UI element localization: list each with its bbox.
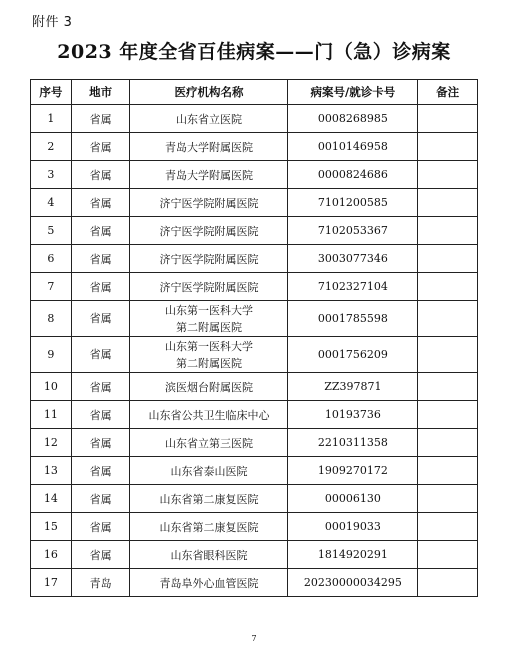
cell-serial: 16 <box>31 541 72 569</box>
table-row <box>31 569 478 597</box>
cell-remarks <box>418 189 478 217</box>
cell-remarks <box>418 245 478 273</box>
institution-name-line: 山东省公共卫生临床中心 <box>148 408 270 422</box>
cell-institution <box>130 273 288 301</box>
cell-serial: 6 <box>31 245 72 273</box>
cell-institution <box>130 401 288 429</box>
institution-name-line: 青岛阜外心血管医院 <box>159 576 259 590</box>
cell-remarks <box>418 513 478 541</box>
cell-serial: 3 <box>31 161 72 189</box>
cell-remarks <box>418 401 478 429</box>
cell-record-number: 7102327104 <box>288 273 418 301</box>
table-row <box>31 273 478 301</box>
cell-serial: 9 <box>31 337 72 373</box>
cell-city: 省属 <box>71 161 130 189</box>
cell-remarks <box>418 457 478 485</box>
cell-remarks <box>418 373 478 401</box>
document-title: 2023 年度全省百佳病案——门（急）诊病案 <box>57 41 451 63</box>
cell-city: 省属 <box>71 217 130 245</box>
cell-serial: 12 <box>31 429 72 457</box>
institution-name-line: 山东省立第三医院 <box>164 436 253 450</box>
institution-name-line: 济宁医学院附属医院 <box>159 280 259 294</box>
cell-record-number: 00019033 <box>288 513 418 541</box>
cell-record-number: 0008268985 <box>288 105 418 133</box>
cell-record-number: 10193736 <box>288 401 418 429</box>
header-institution: 医疗机构名称 <box>130 80 288 105</box>
cell-city: 省属 <box>71 373 130 401</box>
cell-institution <box>130 569 288 597</box>
cell-remarks <box>418 161 478 189</box>
table-header-row <box>31 80 478 105</box>
cell-city: 省属 <box>71 189 130 217</box>
institution-name-line: 济宁医学院附属医院 <box>159 224 259 238</box>
table-row <box>31 485 478 513</box>
cell-record-number: 0001785598 <box>288 301 418 337</box>
table-row <box>31 401 478 429</box>
cell-record-number: 1909270172 <box>288 457 418 485</box>
cell-record-number: 0010146958 <box>288 133 418 161</box>
cell-city: 省属 <box>71 513 130 541</box>
cell-record-number: 2210311358 <box>288 429 418 457</box>
cell-remarks <box>418 105 478 133</box>
cell-record-number: 7101200585 <box>288 189 418 217</box>
cell-record-number: 20230000034295 <box>288 569 418 597</box>
cell-institution <box>130 485 288 513</box>
cell-institution <box>130 133 288 161</box>
institution-name-line: 山东第一医科大学 <box>164 303 253 317</box>
cell-city: 省属 <box>71 301 130 337</box>
institution-name-line: 第二附属医院 <box>175 320 242 334</box>
cell-serial: 15 <box>31 513 72 541</box>
cell-serial: 1 <box>31 105 72 133</box>
attachment-label: 附件 3 <box>32 15 73 30</box>
cell-institution <box>130 457 288 485</box>
institution-name-line: 山东省第二康复医院 <box>159 520 259 534</box>
cell-city: 青岛 <box>71 569 130 597</box>
institution-name-line: 山东第一医科大学 <box>164 339 253 353</box>
cell-institution <box>130 105 288 133</box>
header-remarks: 备注 <box>418 80 478 105</box>
table-row <box>31 457 478 485</box>
cell-institution <box>130 373 288 401</box>
header-city: 地市 <box>71 80 130 105</box>
table-row <box>31 133 478 161</box>
cell-serial: 7 <box>31 273 72 301</box>
table-row <box>31 301 478 337</box>
institution-name-line: 青岛大学附属医院 <box>164 140 253 154</box>
cell-record-number: 0001756209 <box>288 337 418 373</box>
cell-serial: 2 <box>31 133 72 161</box>
cell-serial: 10 <box>31 373 72 401</box>
table-row <box>31 245 478 273</box>
table-row <box>31 161 478 189</box>
cell-city: 省属 <box>71 485 130 513</box>
institution-name-line: 济宁医学院附属医院 <box>159 196 259 210</box>
hospital-records-table <box>30 79 478 597</box>
table-row <box>31 217 478 245</box>
institution-name-line: 山东省立医院 <box>175 112 242 126</box>
cell-institution <box>130 161 288 189</box>
table-row <box>31 189 478 217</box>
cell-record-number: 3003077346 <box>288 245 418 273</box>
cell-remarks <box>418 301 478 337</box>
cell-serial: 17 <box>31 569 72 597</box>
cell-serial: 8 <box>31 301 72 337</box>
cell-institution <box>130 513 288 541</box>
institution-name-line: 山东省眼科医院 <box>170 548 248 562</box>
table-body <box>31 105 478 597</box>
table-row <box>31 373 478 401</box>
cell-remarks <box>418 217 478 245</box>
cell-record-number: ZZ397871 <box>288 373 418 401</box>
cell-remarks <box>418 541 478 569</box>
cell-city: 省属 <box>71 401 130 429</box>
table-row <box>31 541 478 569</box>
cell-institution <box>130 301 288 337</box>
cell-remarks <box>418 569 478 597</box>
table-row <box>31 429 478 457</box>
institution-name-line: 济宁医学院附属医院 <box>159 252 259 266</box>
header-serial: 序号 <box>31 80 72 105</box>
cell-institution <box>130 429 288 457</box>
cell-record-number: 1814920291 <box>288 541 418 569</box>
institution-name-line: 山东省泰山医院 <box>170 464 248 478</box>
cell-record-number: 7102053367 <box>288 217 418 245</box>
page-number: 7 <box>251 634 257 643</box>
cell-remarks <box>418 485 478 513</box>
institution-name-line: 滨医烟台附属医院 <box>164 380 253 394</box>
cell-remarks <box>418 429 478 457</box>
cell-serial: 11 <box>31 401 72 429</box>
cell-record-number: 0000824686 <box>288 161 418 189</box>
cell-serial: 4 <box>31 189 72 217</box>
cell-institution <box>130 245 288 273</box>
cell-city: 省属 <box>71 245 130 273</box>
header-record-number: 病案号/就诊卡号 <box>288 80 418 105</box>
cell-institution <box>130 217 288 245</box>
cell-city: 省属 <box>71 541 130 569</box>
institution-name-line: 青岛大学附属医院 <box>164 168 253 182</box>
institution-name-line: 山东省第二康复医院 <box>159 492 259 506</box>
cell-city: 省属 <box>71 457 130 485</box>
table-row <box>31 513 478 541</box>
cell-remarks <box>418 133 478 161</box>
cell-city: 省属 <box>71 337 130 373</box>
cell-city: 省属 <box>71 429 130 457</box>
institution-name-line: 第二附属医院 <box>175 356 242 370</box>
cell-institution <box>130 189 288 217</box>
cell-serial: 13 <box>31 457 72 485</box>
cell-remarks <box>418 273 478 301</box>
cell-remarks <box>418 337 478 373</box>
cell-city: 省属 <box>71 133 130 161</box>
cell-record-number: 00006130 <box>288 485 418 513</box>
cell-serial: 5 <box>31 217 72 245</box>
cell-city: 省属 <box>71 273 130 301</box>
cell-serial: 14 <box>31 485 72 513</box>
cell-city: 省属 <box>71 105 130 133</box>
cell-institution <box>130 541 288 569</box>
cell-institution <box>130 337 288 373</box>
table-row <box>31 105 478 133</box>
table-row <box>31 337 478 373</box>
